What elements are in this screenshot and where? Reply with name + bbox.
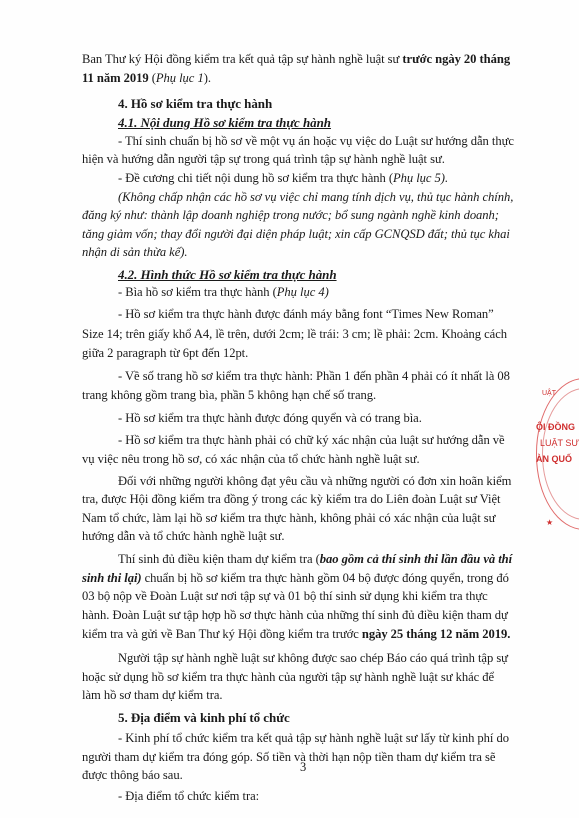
paragraph-line: tra, được Hội đồng kiểm tra đồng ý trong các kỳ kiểm tra do Liên đoàn Luật sư Việt — [82, 492, 501, 506]
paragraph-line — [82, 52, 510, 67]
paragraph-line: 03 bộ nộp về Đoàn Luật sư nơi tập sự và 01 bộ thí sinh sử dụng khi kiểm tra thực — [82, 589, 488, 603]
paragraph-line: - Kinh phí tổ chức kiểm tra kết quả tập sự hành nghề luật sư lấy từ kinh phí do — [118, 731, 509, 745]
italic-text: Phụ lục 5). — [392, 171, 449, 185]
text-span: Thí sinh đủ điều kiện tham dự kiểm tra ( — [118, 552, 320, 566]
italic-text: Phụ lục 1 — [155, 71, 204, 85]
paragraph-line: - Địa điểm tổ chức kiểm tra: — [118, 789, 260, 803]
paragraph-line: hiện và hướng dẫn người tập sự trong quá trình tập sự hành nghề luật sư. — [82, 152, 445, 166]
seal-text: LUẬT SƯ — [540, 438, 579, 448]
page-number: 3 — [300, 760, 307, 774]
section-heading: 4. Hồ sơ kiểm tra thực hành — [118, 96, 273, 111]
paragraph-line: hành. Đoàn Luật sư tập hợp hồ sơ thực hành của những thí sinh đủ điều kiện tham dự — [82, 608, 508, 622]
paragraph-line: giữa 2 paragraph từ 6pt đến 12pt. — [82, 346, 249, 360]
paragraph-line: Nam tổ chức, làm lại hồ sơ kiểm tra thực hành, không phải có xác nhận của luật sư — [82, 511, 496, 525]
seal-star-icon: ★ — [546, 518, 554, 527]
text-span: chuẩn bị hồ sơ kiểm tra thực hành gồm 04 bộ được đóng quyển, trong đó — [141, 571, 509, 585]
bold-text: 11 năm 2019 — [82, 71, 149, 85]
paragraph-line: - Hồ sơ kiểm tra thực hành được đóng quyển và có trang bìa. — [118, 411, 422, 425]
note-line: tăng giảm vốn; thay đổi người đại diện pháp luật; xin cấp GCNQSD đất; thủ tục khai — [82, 227, 510, 241]
subsection-heading: 4.1. Nội dung Hồ sơ kiểm tra thực hành — [118, 115, 331, 130]
note-line: nhận di sản thừa kế). — [82, 245, 188, 259]
paragraph-line — [82, 571, 509, 586]
paragraph-line — [118, 171, 448, 186]
paragraph-line: Đối với những người không đạt yêu cầu và những người có đơn xin hoãn kiểm — [118, 474, 512, 488]
paragraph-line: - Thí sinh chuẩn bị hồ sơ về một vụ án hoặc vụ việc do Luật sư hướng dẫn thực — [118, 134, 514, 148]
italic-text: Phụ lục 4) — [276, 285, 329, 299]
paragraph-line: hoặc sử dụng hồ sơ kiểm tra thực hành của người tập sự hành nghề luật sư khác để — [82, 670, 495, 684]
paragraph-line: làm hồ sơ tham dự kiểm tra. — [82, 688, 223, 702]
paragraph-line: vụ việc nêu trong hồ sơ, có xác nhận của tổ chức hành nghề luật sư. — [82, 452, 420, 466]
paragraph-line: người tham dự kiểm tra đóng góp. Số tiền và thời hạn nộp tiền tham dự kiểm tra sẽ — [82, 750, 496, 764]
seal-text: ÀN QUỐ — [536, 454, 572, 464]
paragraph-line — [82, 71, 211, 86]
bold-italic-text: sinh thi lại) — [82, 571, 142, 585]
paragraph-line: - Hồ sơ kiểm tra thực hành được đánh máy bằng font “Times New Roman” — [118, 307, 494, 321]
paragraph-line: trang không gồm trang bìa, phần 5 không hạn chế số trang. — [82, 388, 377, 402]
paragraph-line: hướng dẫn và tổ chức hành nghề luật sư. — [82, 529, 285, 543]
text-span: Ban Thư ký Hội đồng kiểm tra kết quả tập sự hành nghề luật sư — [82, 52, 403, 66]
paragraph-line — [118, 285, 329, 300]
seal-text: ỘI ĐỒNG — [536, 422, 576, 432]
paragraph-line: - Về số trang hồ sơ kiểm tra thực hành: Phần 1 đến phần 4 phải có ít nhất là 08 — [118, 369, 510, 383]
text-span: ). — [203, 71, 211, 85]
subsection-heading: 4.2. Hình thức Hồ sơ kiểm tra thực hành — [118, 267, 337, 282]
paragraph-line: Người tập sự hành nghề luật sư không được sao chép Báo cáo quá trình tập sự — [118, 651, 508, 665]
paragraph-line: được thông báo sau. — [82, 768, 183, 782]
note-line: (Không chấp nhận các hồ sơ vụ việc chỉ mang tính dịch vụ, thủ tục hành chính, — [118, 190, 514, 204]
paragraph-line — [118, 552, 512, 567]
text-span: - Bìa hồ sơ kiểm tra thực hành ( — [118, 285, 277, 299]
paragraph-line — [82, 627, 510, 642]
bold-text: trước ngày 20 tháng — [402, 52, 511, 66]
bold-text: ngày 25 tháng 12 năm 2019. — [361, 627, 511, 641]
bold-italic-text: bao gồm cả thí sinh thi lần đầu và thí — [319, 552, 513, 566]
paragraph-line: - Hồ sơ kiểm tra thực hành phải có chữ ký xác nhận của luật sư hướng dẫn về — [118, 433, 505, 447]
text-span: - Đề cương chi tiết nội dung hồ sơ kiểm tra thực hành ( — [118, 171, 393, 185]
text-span: ( — [148, 71, 156, 85]
paragraph-line: Size 14; trên giấy khổ A4, lề trên, dưới 2cm; lề trái: 3 cm; lề phải: 2cm. Khoảng cách — [82, 327, 508, 341]
seal-text: UẬT — [542, 390, 556, 397]
note-line: đăng ký như: thành lập doanh nghiệp trong nước; bổ sung ngành nghề kinh doanh; — [82, 208, 499, 222]
text-span: kiểm tra và gửi về Ban Thư ký Hội đồng kiểm tra trước — [82, 627, 362, 641]
official-seal-stamp — [536, 378, 579, 528]
section-heading: 5. Địa điểm và kinh phí tổ chức — [118, 710, 290, 725]
